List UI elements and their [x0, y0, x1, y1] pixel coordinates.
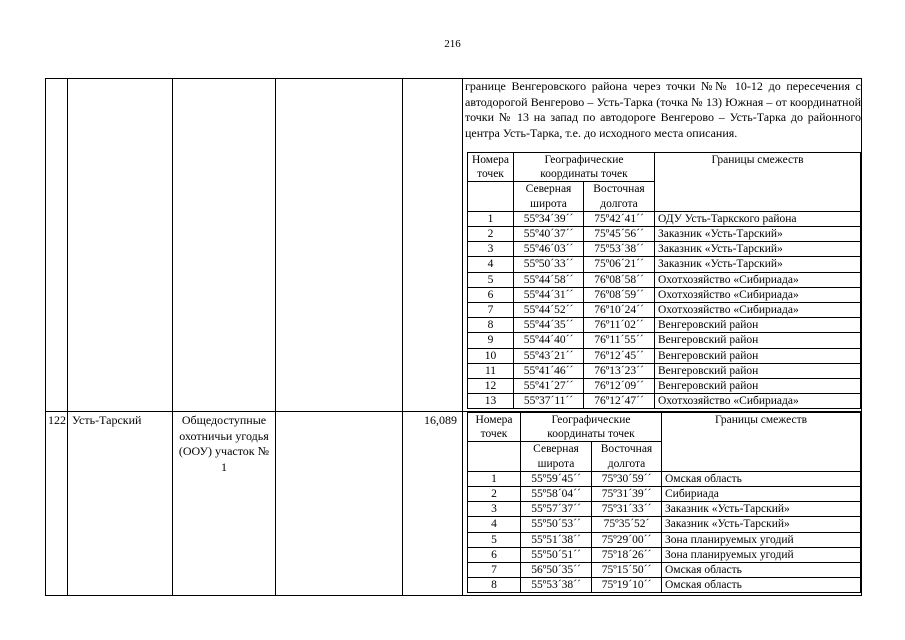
header-point-number: Номера точек: [468, 153, 514, 182]
table-row: [468, 211, 861, 226]
latitude: 55º44´52´´: [514, 303, 584, 318]
border-name: Зона планируемых угодий: [662, 547, 861, 562]
border-name: Венгеровский район: [655, 348, 861, 363]
longitude: 75º42´41´´: [584, 211, 655, 226]
grid-line: [45, 78, 46, 596]
border-name: Венгеровский район: [655, 318, 861, 333]
longitude: 76º11´55´´: [584, 333, 655, 348]
point-number: 4: [468, 517, 521, 532]
border-name: Заказник «Усть-Тарский»: [662, 502, 861, 517]
longitude: 75º18´26´´: [592, 547, 662, 562]
longitude: 75º53´38´´: [584, 242, 655, 257]
coordinates-table: [467, 412, 861, 593]
longitude: 75º29´00´´: [592, 532, 662, 547]
point-number: 7: [468, 563, 521, 578]
latitude: 55º44´31´´: [514, 287, 584, 302]
header-east-longitude: Восточная долгота: [592, 442, 662, 471]
latitude: 55º43´21´´: [514, 348, 584, 363]
table-row: [468, 363, 861, 378]
latitude: 55º50´53´´: [521, 517, 592, 532]
latitude: 55º41´27´´: [514, 379, 584, 394]
grid-line: [462, 78, 463, 596]
header-north-latitude: Северная широта: [514, 182, 584, 211]
latitude: 55º46´03´´: [514, 242, 584, 257]
record-number: 122: [48, 413, 66, 427]
header-spacer: [468, 182, 514, 211]
border-name: Сибириада: [662, 487, 861, 502]
border-name: Охотхозяйство «Сибириада»: [655, 272, 861, 287]
point-number: 11: [468, 363, 514, 378]
latitude: 55º37´11´´: [514, 394, 584, 409]
latitude: 55º41´46´´: [514, 363, 584, 378]
border-name: Венгеровский район: [655, 363, 861, 378]
longitude: 75º19´10´´: [592, 578, 662, 593]
table-row: [468, 318, 861, 333]
point-number: 3: [468, 502, 521, 517]
longitude: 76º10´24´´: [584, 303, 655, 318]
latitude: 56º50´35´´: [521, 563, 592, 578]
table-row: [468, 348, 861, 363]
point-number: 1: [468, 211, 514, 226]
longitude: 76º11´02´´: [584, 318, 655, 333]
border-name: Заказник «Усть-Тарский»: [662, 517, 861, 532]
point-number: 9: [468, 333, 514, 348]
grid-line: [402, 78, 403, 596]
table-row: [468, 502, 861, 517]
border-name: Заказник «Усть-Тарский»: [655, 242, 861, 257]
point-number: 6: [468, 287, 514, 302]
header-borders: Границы смежеств: [655, 153, 861, 212]
longitude: 75º06´21´´: [584, 257, 655, 272]
grid-line: [275, 78, 276, 596]
record-name: Общедоступные охотничьи угодья (ООУ) участок № 1: [178, 413, 270, 474]
table-row: [468, 333, 861, 348]
point-number: 5: [468, 272, 514, 287]
longitude: 76º12´45´´: [584, 348, 655, 363]
border-name: ОДУ Усть-Таркского района: [655, 211, 861, 226]
table-row: [468, 227, 861, 242]
point-number: 6: [468, 547, 521, 562]
point-number: 13: [468, 394, 514, 409]
point-number: 2: [468, 227, 514, 242]
longitude: 75º35´52´: [592, 517, 662, 532]
latitude: 55º44´58´´: [514, 272, 584, 287]
latitude: 55º44´35´´: [514, 318, 584, 333]
table-row: [468, 287, 861, 302]
latitude: 55º53´38´´: [521, 578, 592, 593]
record-district: Усть-Тарский: [72, 413, 142, 427]
latitude: 55º57´37´´: [521, 502, 592, 517]
latitude: 55º58´04´´: [521, 487, 592, 502]
table-row: [468, 242, 861, 257]
border-name: Омская область: [662, 563, 861, 578]
coordinates-table: [467, 152, 861, 409]
border-name: Заказник «Усть-Тарский»: [655, 257, 861, 272]
border-name: Венгеровский район: [655, 379, 861, 394]
table-row: [468, 471, 861, 486]
border-name: Венгеровский район: [655, 333, 861, 348]
grid-line: [45, 595, 862, 596]
latitude: 55º40´37´´: [514, 227, 584, 242]
point-number: 10: [468, 348, 514, 363]
table-row: [468, 578, 861, 593]
header-north-latitude: Северная широта: [521, 442, 592, 471]
header-spacer: [468, 442, 521, 471]
border-name: Охотхозяйство «Сибириада»: [655, 394, 861, 409]
latitude: 55º44´40´´: [514, 333, 584, 348]
point-number: 1: [468, 471, 521, 486]
header-geo-coordinates: Географические координаты точек: [514, 153, 655, 182]
point-number: 12: [468, 379, 514, 394]
longitude: 76º08´58´´: [584, 272, 655, 287]
table-row: [468, 303, 861, 318]
record-area: 16,089: [424, 413, 457, 427]
longitude: 76º12´09´´: [584, 379, 655, 394]
longitude: 75º15´50´´: [592, 563, 662, 578]
point-number: 5: [468, 532, 521, 547]
point-number: 4: [468, 257, 514, 272]
latitude: 55º51´38´´: [521, 532, 592, 547]
table-row: [468, 547, 861, 562]
table-row: [468, 532, 861, 547]
table-row: [468, 272, 861, 287]
point-number: 3: [468, 242, 514, 257]
latitude: 55º34´39´´: [514, 211, 584, 226]
header-borders: Границы смежеств: [662, 413, 861, 472]
border-name: Зона планируемых угодий: [662, 532, 861, 547]
point-number: 2: [468, 487, 521, 502]
header-point-number: Номера точек: [468, 413, 521, 442]
longitude: 76º12´47´´: [584, 394, 655, 409]
longitude: 75º30´59´´: [592, 471, 662, 486]
grid-line: [172, 78, 173, 596]
grid-line: [67, 78, 68, 596]
border-name: Омская область: [662, 471, 861, 486]
longitude: 76º13´23´´: [584, 363, 655, 378]
latitude: 55º50´33´´: [514, 257, 584, 272]
longitude: 75º31´33´´: [592, 502, 662, 517]
header-geo-coordinates: Географические координаты точек: [521, 413, 662, 442]
table-row: [468, 379, 861, 394]
table-row: [468, 487, 861, 502]
border-name: Омская область: [662, 578, 861, 593]
table-row: [468, 517, 861, 532]
border-name: Заказник «Усть-Тарский»: [655, 227, 861, 242]
longitude: 75º45´56´´: [584, 227, 655, 242]
description-text: границе Венгеровского района через точки №№ 10-12 до пересечения с автодорогой Венгерово – Усть-Тарка (точка № 13) Южная – от координатной точки № 13 на запад по автодороге Венгерово – Усть-Тарка до районного центра Усть-Тарка, т.е. до исходного места описания.: [465, 79, 861, 140]
header-east-longitude: Восточная долгота: [584, 182, 655, 211]
page-number: 216: [444, 38, 461, 50]
longitude: 76º08´59´´: [584, 287, 655, 302]
grid-line: [861, 78, 862, 596]
latitude: 55º59´45´´: [521, 471, 592, 486]
latitude: 55º50´51´´: [521, 547, 592, 562]
point-number: 8: [468, 578, 521, 593]
table-row: [468, 563, 861, 578]
longitude: 75º31´39´´: [592, 487, 662, 502]
border-name: Охотхозяйство «Сибириада»: [655, 303, 861, 318]
table-row: [468, 257, 861, 272]
point-number: 7: [468, 303, 514, 318]
border-name: Охотхозяйство «Сибириада»: [655, 287, 861, 302]
point-number: 8: [468, 318, 514, 333]
table-row: [468, 394, 861, 409]
